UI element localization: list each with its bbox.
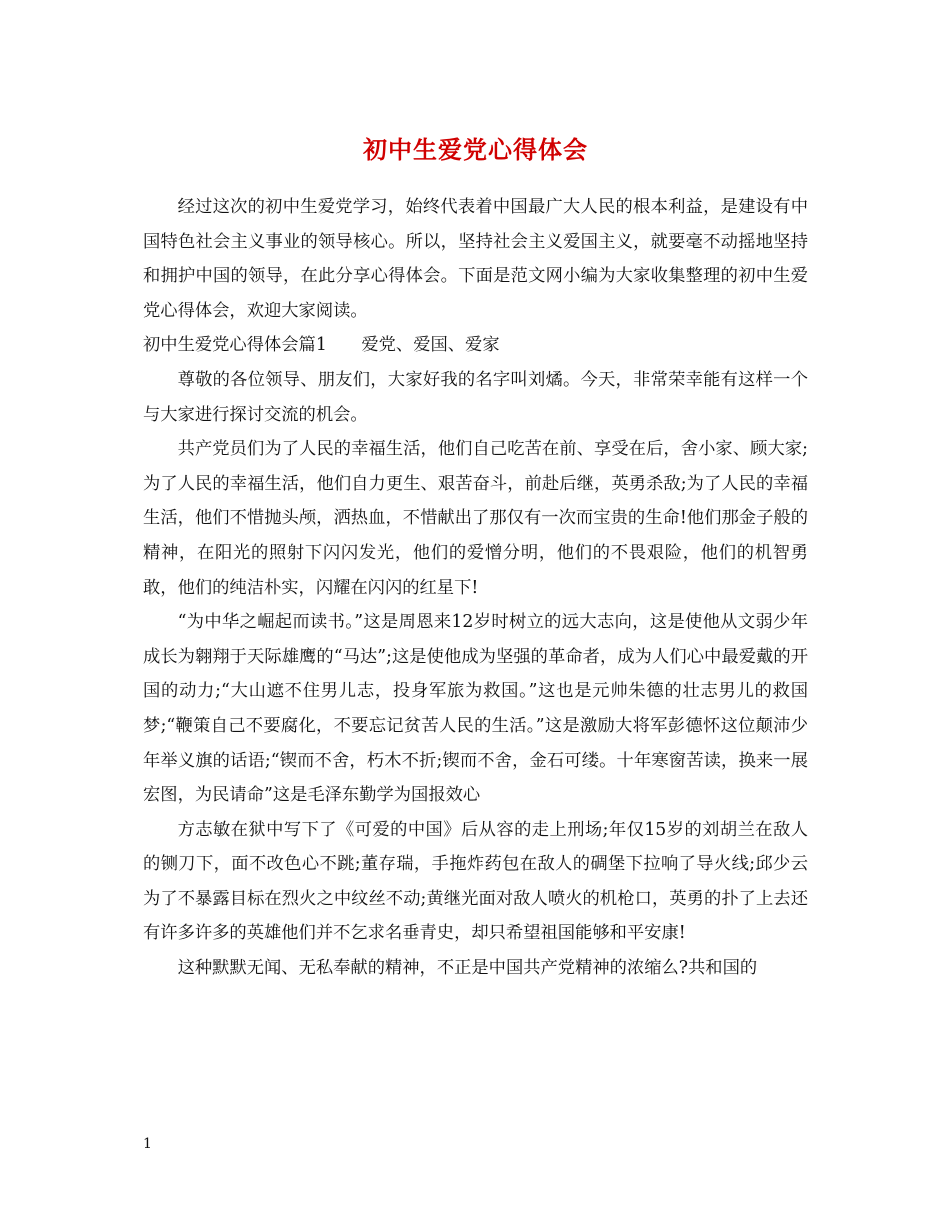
intro-paragraph: 经过这次的初中生爱党学习，始终代表着中国最广大人民的根本利益，是建设有中国特色社会主义事业的领导核心。所以，坚持社会主义爱国主义，就要毫不动摇地坚持和拥护中国的领导，在此分享心得体会。下面是范文网小编为大家收集整理的初中生爱党心得体会，欢迎大家阅读。 [143, 197, 808, 321]
body-paragraph: 共产党员们为了人民的幸福生活，他们自己吃苦在前、享受在后，舍小家、顾大家;为了人民的幸福生活，他们自力更生、艰苦奋斗，前赴后继，英勇杀敌;为了人民的幸福生活，他们不惜抛头颅，洒热血，不惜献出了那仅有一次而宝贵的生命!他们那金子般的精神，在阳光的照射下闪闪发光，他们的爱憎分明，他们的不畏艰险，他们的机智勇敢，他们的纯洁朴实，闪耀在闪闪的红星下! [143, 439, 808, 598]
body-paragraph: “为中华之崛起而读书。”这是周恩来12岁时树立的远大志向，这是使他从文弱少年成长为翱翔于天际雄鹰的“马达”;这是使他成为坚强的革命者，成为人们心中最爱戴的开国的动力;“大山遮不住男儿志，投身军旅为救国。”这也是元帅朱德的壮志男儿的救国梦;“鞭策自己不要腐化，不要忘记贫苦人民的生活。”这是激励大将军彭德怀这位颠沛少年举义旗的话语;“锲而不舍，朽木不折;锲而不舍，金石可缕。十年寒窗苦读，换来一展宏图，为民请命”这是毛泽东勤学为国报效心 [143, 612, 808, 806]
document-title: 初中生爱党心得体会 [363, 135, 588, 164]
section-heading: 初中生爱党心得体会篇1 爱党、爱国、爱家 [143, 335, 500, 356]
body-paragraph: 这种默默无闻、无私奉献的精神，不正是中国共产党精神的浓缩么?共和国的 [177, 958, 758, 979]
body-paragraph: 方志敏在狱中写下了《可爱的中国》后从容的走上刑场;年仅15岁的刘胡兰在敌人的铡刀下，面不改色心不跳;董存瑞，手拖炸药包在敌人的碉堡下拉响了导火线;邱少云为了不暴露目标在烈火之中纹丝不动;黄继光面对敌人喷火的机枪口，英勇的扑了上去还有许多许多的英雄他们并不乞求名垂青史，却只希望祖国能够和平安康! [143, 819, 808, 944]
body-paragraph: 尊敬的各位领导、朋友们，大家好我的名字叫刘燏。今天，非常荣幸能有这样一个与大家进行探讨交流的机会。 [143, 369, 808, 425]
page-number: 1 [143, 1136, 152, 1152]
